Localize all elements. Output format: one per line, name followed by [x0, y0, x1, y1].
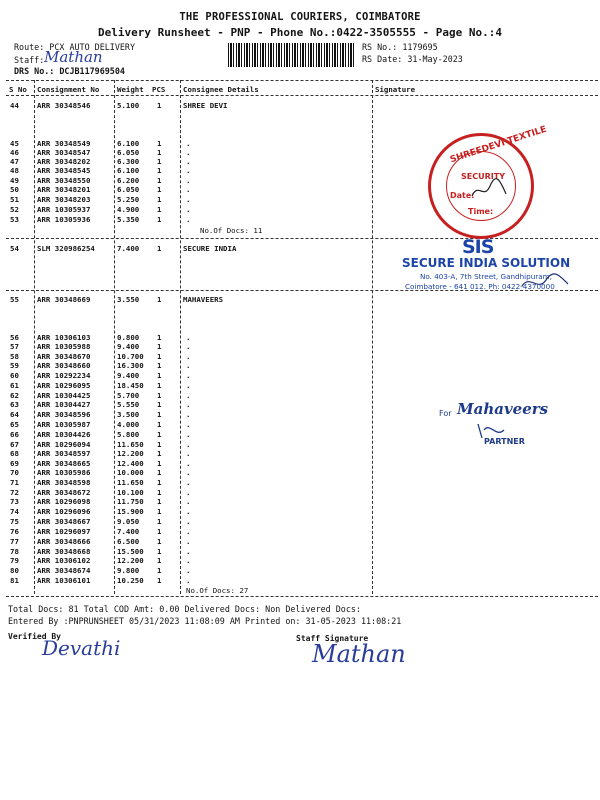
- row-consignment: ARR 30348596: [37, 410, 91, 419]
- row-consignment: ARR 30348667: [37, 517, 91, 526]
- row-consignee-dot: .: [186, 157, 191, 166]
- row-pcs: 1: [157, 333, 162, 342]
- row-consignment: ARR 10304427: [37, 400, 91, 409]
- table-top-rule: [6, 80, 598, 81]
- col-header-consignee: Consignee Details: [183, 85, 259, 94]
- consignee-name: SECURE INDIA: [183, 244, 237, 253]
- row-weight: 5.800: [117, 430, 140, 439]
- staff-handwritten-name: Mathan: [44, 48, 103, 66]
- stamp-signature-scribble: [470, 178, 510, 202]
- row-pcs: 1: [157, 440, 162, 449]
- verified-by-signature: Devathi: [42, 636, 121, 660]
- row-consignment: ARR 30348669: [37, 295, 91, 304]
- row-sno: 51: [10, 195, 19, 204]
- row-weight: 11.750: [117, 497, 144, 506]
- group-separator: [6, 238, 598, 239]
- row-consignment: ARR 10305936: [37, 215, 91, 224]
- row-consignee-dot: .: [186, 459, 191, 468]
- row-consignment: ARR 30348670: [37, 352, 91, 361]
- consignee-name: SHREE DEVI: [183, 101, 228, 110]
- row-pcs: 1: [157, 361, 162, 370]
- row-consignment: ARR 30348660: [37, 361, 91, 370]
- row-consignee-dot: .: [186, 215, 191, 224]
- row-consignment: ARR 30348545: [37, 166, 91, 175]
- row-sno: 64: [10, 410, 19, 419]
- sis-address-line: No. 403-A, 7th Street, Gandhipuram,: [420, 272, 552, 281]
- row-pcs: 1: [157, 215, 162, 224]
- row-sno: 72: [10, 488, 19, 497]
- col-header-weight: Weight: [117, 85, 144, 94]
- row-consignment: ARR 10304425: [37, 391, 91, 400]
- row-sno: 73: [10, 497, 19, 506]
- row-consignee-dot: .: [186, 430, 191, 439]
- row-weight: 9.400: [117, 371, 140, 380]
- row-pcs: 1: [157, 556, 162, 565]
- row-weight: 9.800: [117, 566, 140, 575]
- row-weight: 6.050: [117, 148, 140, 157]
- company-title: THE PROFESSIONAL COURIERS, COIMBATORE: [179, 11, 421, 23]
- docs-count: No.Of Docs: 27: [186, 586, 249, 595]
- row-consignee-dot: .: [186, 478, 191, 487]
- row-consignment: ARR 30348547: [37, 148, 91, 157]
- col-header-pcs: PCS: [152, 85, 166, 94]
- entered-by-line: Entered By :PNPRUNSHEET 05/31/2023 11:08:09 AM Printed on: 31-05-2023 11:08:21: [8, 616, 402, 626]
- row-consignee-dot: .: [186, 176, 191, 185]
- row-weight: 6.300: [117, 157, 140, 166]
- row-sno: 57: [10, 342, 19, 351]
- barcode: [228, 43, 354, 67]
- row-consignment: ARR 10292234: [37, 371, 91, 380]
- row-consignment: ARR 30348598: [37, 478, 91, 487]
- row-consignee-dot: .: [186, 371, 191, 380]
- row-sno: 49: [10, 176, 19, 185]
- row-pcs: 1: [157, 400, 162, 409]
- row-sno: 78: [10, 547, 19, 556]
- row-pcs: 1: [157, 166, 162, 175]
- row-pcs: 1: [157, 517, 162, 526]
- row-consignment: ARR 30348672: [37, 488, 91, 497]
- row-consignment: ARR 10305987: [37, 420, 91, 429]
- row-weight: 7.400: [117, 527, 140, 536]
- row-consignment: ARR 30348674: [37, 566, 91, 575]
- row-pcs: 1: [157, 381, 162, 390]
- row-pcs: 1: [157, 352, 162, 361]
- row-consignee-dot: .: [186, 488, 191, 497]
- route-label: Route: PCX AUTO DELIVERY: [14, 42, 136, 52]
- row-weight: 5.100: [117, 101, 140, 110]
- row-pcs: 1: [157, 101, 162, 110]
- row-sno: 45: [10, 139, 19, 148]
- docs-count: No.Of Docs: 11: [200, 226, 263, 235]
- row-weight: 4.000: [117, 420, 140, 429]
- row-sno: 74: [10, 507, 19, 516]
- row-sno: 55: [10, 295, 19, 304]
- row-consignment: ARR 30348201: [37, 185, 91, 194]
- row-sno: 69: [10, 459, 19, 468]
- row-pcs: 1: [157, 468, 162, 477]
- verified-by-label: Verified By: [8, 632, 61, 641]
- row-sno: 50: [10, 185, 19, 194]
- row-consignee-dot: .: [186, 410, 191, 419]
- row-weight: 16.300: [117, 361, 144, 370]
- row-weight: 9.050: [117, 517, 140, 526]
- row-pcs: 1: [157, 391, 162, 400]
- row-consignee-dot: .: [186, 556, 191, 565]
- row-consignee-dot: .: [186, 342, 191, 351]
- row-consignment: ARR 30348546: [37, 101, 91, 110]
- row-weight: 6.050: [117, 185, 140, 194]
- staff-label: Staff:: [14, 55, 45, 65]
- row-consignment: ARR 10305937: [37, 205, 91, 214]
- row-consignment: ARR 30348549: [37, 139, 91, 148]
- row-consignee-dot: .: [186, 507, 191, 516]
- row-weight: 5.250: [117, 195, 140, 204]
- row-pcs: 1: [157, 244, 162, 253]
- row-consignment: ARR 30348202: [37, 157, 91, 166]
- row-pcs: 1: [157, 410, 162, 419]
- row-consignment: ARR 10296095: [37, 381, 91, 390]
- row-consignee-dot: .: [186, 148, 191, 157]
- totals-line: Total Docs: 81 Total COD Amt: 0.00 Delivered Docs: Non Delivered Docs:: [8, 604, 361, 614]
- row-sno: 71: [10, 478, 19, 487]
- row-sno: 59: [10, 361, 19, 370]
- row-consignment: ARR 30348550: [37, 176, 91, 185]
- runsheet-subtitle: Delivery Runsheet - PNP - Phone No.:0422-3505555 - Page No.:4: [98, 26, 502, 39]
- table-bottom-rule: [6, 596, 598, 597]
- row-weight: 12.400: [117, 459, 144, 468]
- row-sno: 65: [10, 420, 19, 429]
- row-consignee-dot: .: [186, 352, 191, 361]
- row-sno: 56: [10, 333, 19, 342]
- sis-logo: SIS: [462, 236, 494, 258]
- row-pcs: 1: [157, 342, 162, 351]
- row-sno: 66: [10, 430, 19, 439]
- mahaveers-logo: Mahaveers: [457, 400, 549, 418]
- row-weight: 12.200: [117, 449, 144, 458]
- row-weight: 10.000: [117, 468, 144, 477]
- row-consignment: ARR 10306101: [37, 576, 91, 585]
- row-consignment: ARR 10296097: [37, 527, 91, 536]
- row-pcs: 1: [157, 576, 162, 585]
- row-sno: 75: [10, 517, 19, 526]
- row-consignment: ARR 30348666: [37, 537, 91, 546]
- consignee-name: MAHAVEERS: [183, 295, 224, 304]
- row-consignee-dot: .: [186, 547, 191, 556]
- row-consignment: ARR 10305986: [37, 468, 91, 477]
- stamp-text-top: SHREEDEVI TEXTILE: [448, 124, 548, 166]
- row-pcs: 1: [157, 371, 162, 380]
- row-sno: 47: [10, 157, 19, 166]
- mahaveers-for-label: For: [439, 409, 452, 418]
- row-weight: 0.800: [117, 333, 140, 342]
- row-weight: 6.100: [117, 166, 140, 175]
- stamp-text-time: Time:: [468, 207, 494, 216]
- row-weight: 9.400: [117, 342, 140, 351]
- row-sno: 80: [10, 566, 19, 575]
- row-consignee-dot: .: [186, 381, 191, 390]
- row-pcs: 1: [157, 139, 162, 148]
- row-pcs: 1: [157, 195, 162, 204]
- row-sno: 58: [10, 352, 19, 361]
- row-consignee-dot: .: [186, 449, 191, 458]
- row-pcs: 1: [157, 547, 162, 556]
- col-header-sno: S No: [9, 85, 27, 94]
- row-weight: 15.900: [117, 507, 144, 516]
- staff-signature: Mathan: [312, 640, 406, 668]
- row-pcs: 1: [157, 488, 162, 497]
- row-pcs: 1: [157, 295, 162, 304]
- row-sno: 52: [10, 205, 19, 214]
- row-pcs: 1: [157, 497, 162, 506]
- row-consignee-dot: .: [186, 517, 191, 526]
- row-pcs: 1: [157, 420, 162, 429]
- table-header-rule: [6, 95, 598, 96]
- row-weight: 10.700: [117, 352, 144, 361]
- row-consignment: ARR 10306103: [37, 333, 91, 342]
- row-weight: 11.650: [117, 440, 144, 449]
- row-sno: 77: [10, 537, 19, 546]
- row-consignment: ARR 10305988: [37, 342, 91, 351]
- row-weight: 11.650: [117, 478, 144, 487]
- row-pcs: 1: [157, 430, 162, 439]
- row-weight: 6.500: [117, 537, 140, 546]
- row-consignment: ARR 10304426: [37, 430, 91, 439]
- row-sno: 70: [10, 468, 19, 477]
- row-pcs: 1: [157, 478, 162, 487]
- row-sno: 60: [10, 371, 19, 380]
- row-consignment: ARR 10296094: [37, 440, 91, 449]
- row-pcs: 1: [157, 566, 162, 575]
- row-consignment: SLM 320986254: [37, 244, 95, 253]
- row-consignee-dot: .: [186, 420, 191, 429]
- row-weight: 15.500: [117, 547, 144, 556]
- row-consignee-dot: .: [186, 139, 191, 148]
- drs-number: DRS No.: DCJB117969504: [14, 66, 125, 76]
- row-sno: 46: [10, 148, 19, 157]
- row-consignment: ARR 30348597: [37, 449, 91, 458]
- row-pcs: 1: [157, 176, 162, 185]
- row-sno: 44: [10, 101, 19, 110]
- row-sno: 62: [10, 391, 19, 400]
- row-pcs: 1: [157, 537, 162, 546]
- row-pcs: 1: [157, 185, 162, 194]
- col-header-consignment: Consignment No: [37, 85, 100, 94]
- row-consignment: ARR 30348665: [37, 459, 91, 468]
- row-consignee-dot: .: [186, 497, 191, 506]
- row-weight: 4.900: [117, 205, 140, 214]
- rs-date: RS Date: 31-May-2023: [362, 54, 463, 64]
- row-consignee-dot: .: [186, 468, 191, 477]
- row-pcs: 1: [157, 527, 162, 536]
- row-sno: 61: [10, 381, 19, 390]
- row-consignment: ARR 30348668: [37, 547, 91, 556]
- row-sno: 67: [10, 440, 19, 449]
- row-weight: 5.550: [117, 400, 140, 409]
- row-weight: 6.200: [117, 176, 140, 185]
- row-consignee-dot: .: [186, 537, 191, 546]
- row-pcs: 1: [157, 449, 162, 458]
- row-sno: 54: [10, 244, 19, 253]
- row-pcs: 1: [157, 205, 162, 214]
- row-sno: 79: [10, 556, 19, 565]
- row-pcs: 1: [157, 157, 162, 166]
- row-sno: 81: [10, 576, 19, 585]
- row-weight: 18.450: [117, 381, 144, 390]
- row-weight: 3.500: [117, 410, 140, 419]
- row-consignee-dot: .: [186, 576, 191, 585]
- col-divider: [180, 80, 181, 594]
- row-consignee-dot: .: [186, 566, 191, 575]
- rs-number: RS No.: 1179695: [362, 42, 438, 52]
- col-divider: [114, 80, 115, 594]
- row-weight: 5.350: [117, 215, 140, 224]
- row-consignee-dot: .: [186, 166, 191, 175]
- sis-address-line: Coimbatore - 641 012. Ph: 0422-4370000: [405, 282, 555, 291]
- row-weight: 10.250: [117, 576, 144, 585]
- row-consignment: ARR 30348203: [37, 195, 91, 204]
- row-consignee-dot: .: [186, 527, 191, 536]
- row-consignee-dot: .: [186, 185, 191, 194]
- row-sno: 76: [10, 527, 19, 536]
- row-consignment: ARR 10296096: [37, 507, 91, 516]
- row-weight: 10.100: [117, 488, 144, 497]
- row-pcs: 1: [157, 507, 162, 516]
- row-pcs: 1: [157, 459, 162, 468]
- row-weight: 12.200: [117, 556, 144, 565]
- row-consignee-dot: .: [186, 400, 191, 409]
- row-consignee-dot: .: [186, 361, 191, 370]
- staff-signature-label: Staff Signature: [296, 634, 369, 643]
- row-weight: 7.400: [117, 244, 140, 253]
- row-consignment: ARR 10306102: [37, 556, 91, 565]
- sis-company-name: SECURE INDIA SOLUTION: [402, 256, 571, 270]
- row-consignee-dot: .: [186, 391, 191, 400]
- stamp-text-mid: SECURITY: [461, 172, 505, 181]
- row-consignee-dot: .: [186, 195, 191, 204]
- row-consignee-dot: .: [186, 333, 191, 342]
- row-sno: 48: [10, 166, 19, 175]
- col-header-signature: Signature: [375, 85, 416, 94]
- row-sno: 53: [10, 215, 19, 224]
- row-consignment: ARR 10296098: [37, 497, 91, 506]
- row-sno: 63: [10, 400, 19, 409]
- row-consignee-dot: .: [186, 440, 191, 449]
- row-pcs: 1: [157, 148, 162, 157]
- sis-signature-scribble: [520, 272, 570, 294]
- row-weight: 3.550: [117, 295, 140, 304]
- col-divider: [34, 80, 35, 594]
- row-sno: 68: [10, 449, 19, 458]
- row-weight: 5.700: [117, 391, 140, 400]
- col-divider: [372, 80, 373, 594]
- mahaveers-partner-label: PARTNER: [484, 437, 525, 446]
- stamp-text-date: Date:: [450, 191, 475, 200]
- row-weight: 6.100: [117, 139, 140, 148]
- row-consignee-dot: .: [186, 205, 191, 214]
